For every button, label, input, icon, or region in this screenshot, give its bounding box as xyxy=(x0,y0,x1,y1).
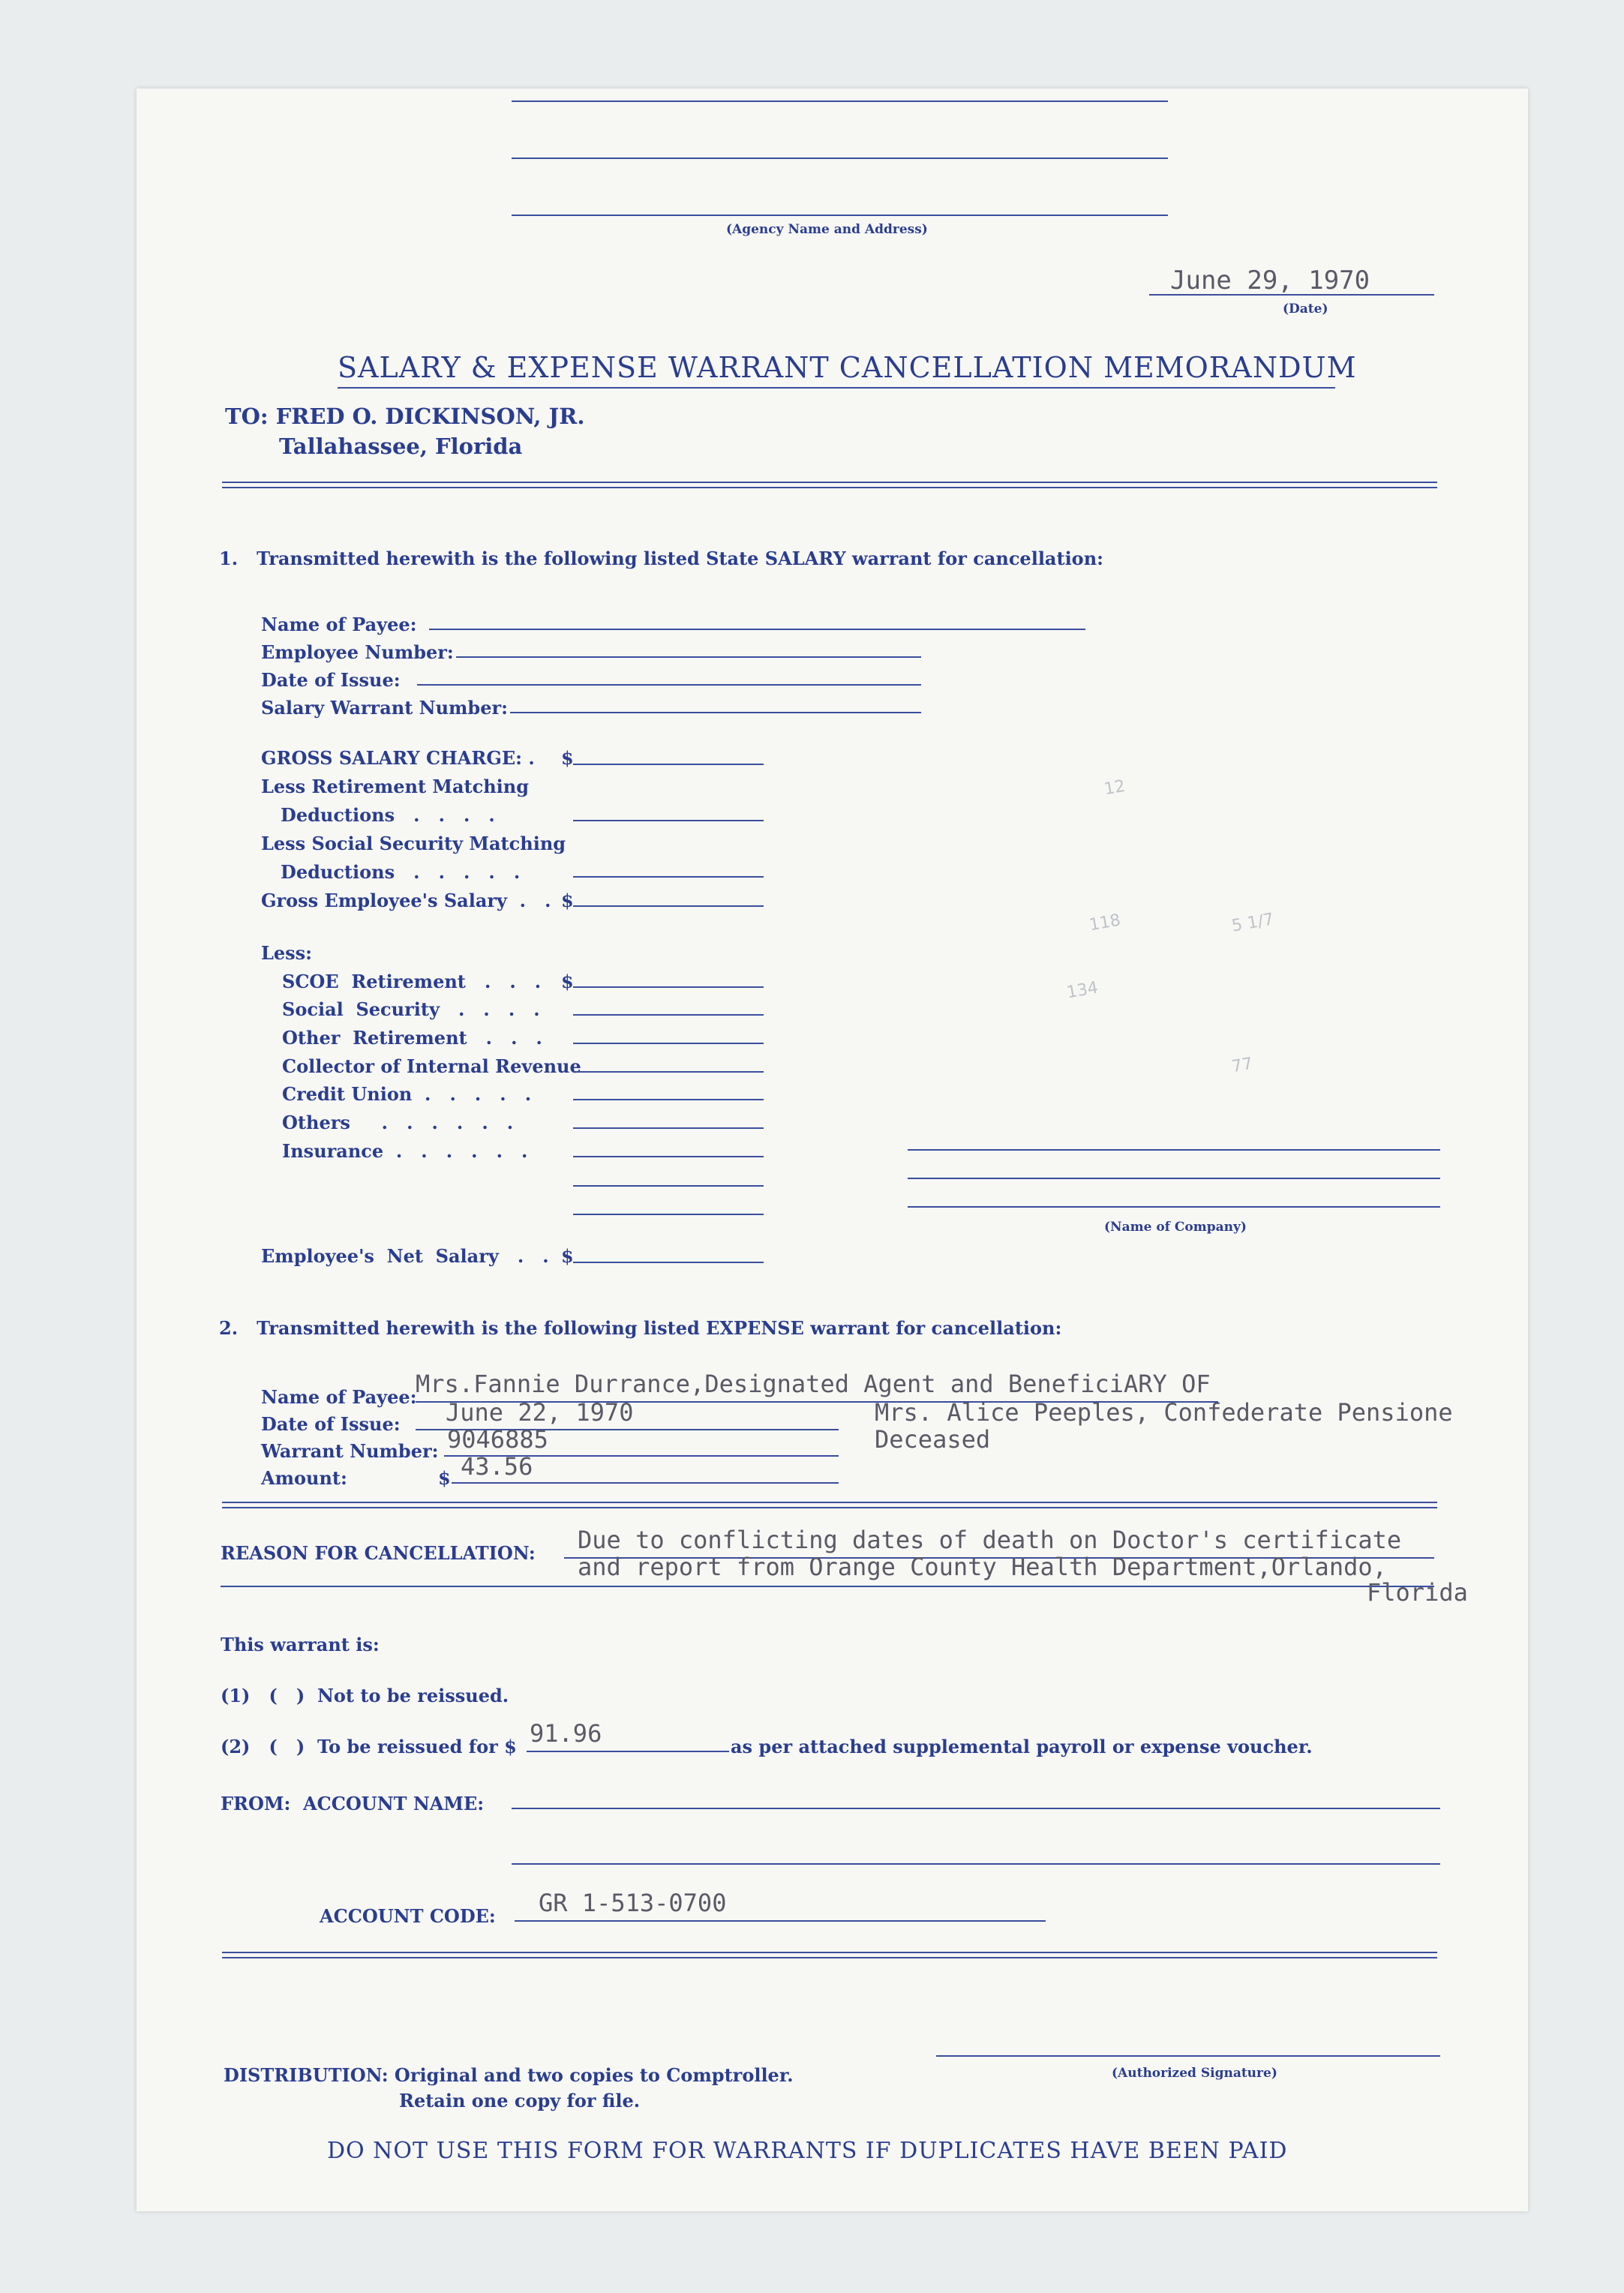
agency-line-1 xyxy=(512,101,1168,102)
pencil-note-5: 77 xyxy=(1230,1054,1254,1077)
company-line-2[interactable] xyxy=(908,1178,1440,1179)
credit-union-field[interactable] xyxy=(573,1099,764,1100)
distribution-line-1: DISTRIBUTION: Original and two copies to Comptroller. xyxy=(224,2064,794,2086)
gross-salary-charge-field[interactable] xyxy=(573,764,764,765)
net-salary-dollar: $ xyxy=(561,1245,574,1267)
agency-line-2 xyxy=(512,158,1168,159)
expense-name-of-payee-value: Mrs.Fannie Durrance,Designated Agent and BeneficiARY OF xyxy=(416,1370,1211,1398)
deductions-2-label: Deductions . . . . . xyxy=(281,861,521,883)
social-security-field[interactable] xyxy=(573,1014,764,1016)
deduction-other-retirement: Other Retirement . . . xyxy=(282,1027,542,1049)
deduction-social-security: Social Security . . . . xyxy=(282,998,540,1020)
option-reissued-suffix: as per attached supplemental payroll or expense voucher. xyxy=(731,1736,1313,1757)
reason-line-2: and report from Orange County Health Department,Orlando, xyxy=(578,1553,1387,1581)
to-line-2: Tallahassee, Florida xyxy=(279,434,523,459)
insurance-field-3[interactable] xyxy=(573,1214,764,1215)
expense-name-of-payee-label: Name of Payee: xyxy=(261,1386,417,1408)
deduction-scoe-retirement: SCOE Retirement . . . xyxy=(282,971,542,992)
date-value: June 29, 1970 xyxy=(1170,266,1370,296)
less-label: Less: xyxy=(261,942,313,964)
reissue-amount-value: 91.96 xyxy=(530,1719,602,1748)
expense-warrant-number-label: Warrant Number: xyxy=(261,1440,439,1462)
reason-line-3: Florida xyxy=(1367,1578,1468,1607)
employee-number-label: Employee Number: xyxy=(261,641,454,663)
distribution-line-2: Retain one copy for file. xyxy=(399,2090,641,2111)
date-caption: (Date) xyxy=(1283,302,1328,317)
reissue-amount-field[interactable] xyxy=(527,1751,729,1752)
date-line xyxy=(1149,294,1434,296)
account-name-field-1[interactable] xyxy=(512,1808,1440,1809)
deduction-internal-revenue: Collector of Internal Revenue xyxy=(282,1055,581,1077)
pencil-note-4: 134 xyxy=(1065,978,1100,1003)
date-of-issue-field[interactable] xyxy=(417,684,921,686)
other-retirement-field[interactable] xyxy=(573,1043,764,1044)
expense-warrant-number-value: 9046885 xyxy=(447,1425,548,1454)
name-of-company-caption: (Name of Company) xyxy=(1104,1220,1247,1235)
account-name-label: FROM: ACCOUNT NAME: xyxy=(221,1793,485,1814)
account-divider xyxy=(222,1952,1437,1958)
insurance-field-1[interactable] xyxy=(573,1156,764,1157)
reason-line-1: Due to conflicting dates of death on Doctor's certificate xyxy=(578,1526,1402,1554)
company-line-1[interactable] xyxy=(908,1149,1440,1151)
retirement-matching-field[interactable] xyxy=(573,820,764,821)
account-code-value: GR 1-513-0700 xyxy=(539,1889,727,1917)
gross-employee-salary-label: Gross Employee's Salary . . xyxy=(261,890,551,911)
footer-warning: DO NOT USE THIS FORM FOR WARRANTS IF DUPLICATES HAVE BEEN PAID xyxy=(327,2138,1288,2164)
agency-line-3 xyxy=(512,215,1168,216)
title-underline xyxy=(338,387,1335,389)
section2-divider xyxy=(222,1502,1437,1508)
account-name-field-2[interactable] xyxy=(512,1863,1440,1865)
gross-employee-dollar: $ xyxy=(561,890,574,911)
signature-caption: (Authorized Signature) xyxy=(1112,2066,1277,2081)
account-code-field[interactable] xyxy=(515,1920,1046,1922)
expense-amount-label: Amount: xyxy=(261,1467,347,1489)
salary-warrant-number-field[interactable] xyxy=(510,712,921,713)
to-divider xyxy=(222,482,1437,488)
deduction-credit-union: Credit Union . . . . . xyxy=(282,1083,532,1105)
deduction-insurance: Insurance . . . . . . xyxy=(282,1140,528,1162)
pencil-note-1: 12 xyxy=(1103,776,1127,800)
salary-warrant-number-label: Salary Warrant Number: xyxy=(261,697,508,719)
insurance-field-2[interactable] xyxy=(573,1185,764,1187)
name-of-payee-field[interactable] xyxy=(429,629,1085,630)
to-line-1: TO: FRED O. DICKINSON, JR. xyxy=(225,404,585,429)
net-salary-label: Employee's Net Salary . . xyxy=(261,1245,549,1267)
expense-amount-dollar: $ xyxy=(438,1467,451,1489)
expense-date-of-issue-label: Date of Issue: xyxy=(261,1413,401,1435)
pencil-note-2: 118 xyxy=(1088,911,1122,935)
gross-employee-salary-field[interactable] xyxy=(573,905,764,907)
less-retirement-matching-label: Less Retirement Matching xyxy=(261,776,530,797)
section2-heading: 2. Transmitted herewith is the following listed EXPENSE warrant for cancellation: xyxy=(219,1317,1062,1339)
agency-caption: (Agency Name and Address) xyxy=(726,222,928,237)
option-reissued-prefix[interactable]: (2) ( ) To be reissued for $ xyxy=(221,1736,517,1757)
gross-salary-dollar: $ xyxy=(561,747,574,769)
payee-continued-2: Deceased xyxy=(875,1425,991,1454)
warrant-status-heading: This warrant is: xyxy=(221,1634,380,1655)
others-field[interactable] xyxy=(573,1127,764,1129)
reason-label: REASON FOR CANCELLATION: xyxy=(221,1542,536,1564)
name-of-payee-label: Name of Payee: xyxy=(261,614,417,635)
date-of-issue-label: Date of Issue: xyxy=(261,669,401,691)
social-security-matching-field[interactable] xyxy=(573,876,764,878)
expense-date-of-issue-value: June 22, 1970 xyxy=(446,1398,634,1427)
employee-number-field[interactable] xyxy=(456,656,921,658)
scoe-retirement-field[interactable] xyxy=(573,986,764,988)
pencil-note-3: 5 1/7 xyxy=(1230,910,1276,936)
payee-continued-1: Mrs. Alice Peeples, Confederate Pensione xyxy=(875,1398,1453,1427)
reason-field-2[interactable] xyxy=(221,1586,1434,1587)
form-page xyxy=(137,89,1528,2211)
less-social-security-matching-label: Less Social Security Matching xyxy=(261,833,566,854)
scoe-dollar: $ xyxy=(561,971,574,992)
deduction-others: Others . . . . . . xyxy=(282,1112,514,1133)
deductions-1-label: Deductions . . . . xyxy=(281,804,495,826)
page-title: SALARY & EXPENSE WARRANT CANCELLATION MEMORANDUM xyxy=(338,351,1357,384)
expense-amount-field[interactable] xyxy=(452,1482,839,1484)
internal-revenue-field[interactable] xyxy=(573,1071,764,1073)
option-not-reissued[interactable]: (1) ( ) Not to be reissued. xyxy=(221,1685,509,1706)
account-code-label: ACCOUNT CODE: xyxy=(320,1905,496,1927)
expense-amount-value: 43.56 xyxy=(461,1452,533,1481)
gross-salary-charge-label: GROSS SALARY CHARGE: . xyxy=(261,747,535,769)
signature-line[interactable] xyxy=(936,2055,1440,2057)
net-salary-field[interactable] xyxy=(573,1262,764,1263)
company-line-3[interactable] xyxy=(908,1206,1440,1208)
section1-heading: 1. Transmitted herewith is the following listed State SALARY warrant for cancellation: xyxy=(219,548,1103,569)
